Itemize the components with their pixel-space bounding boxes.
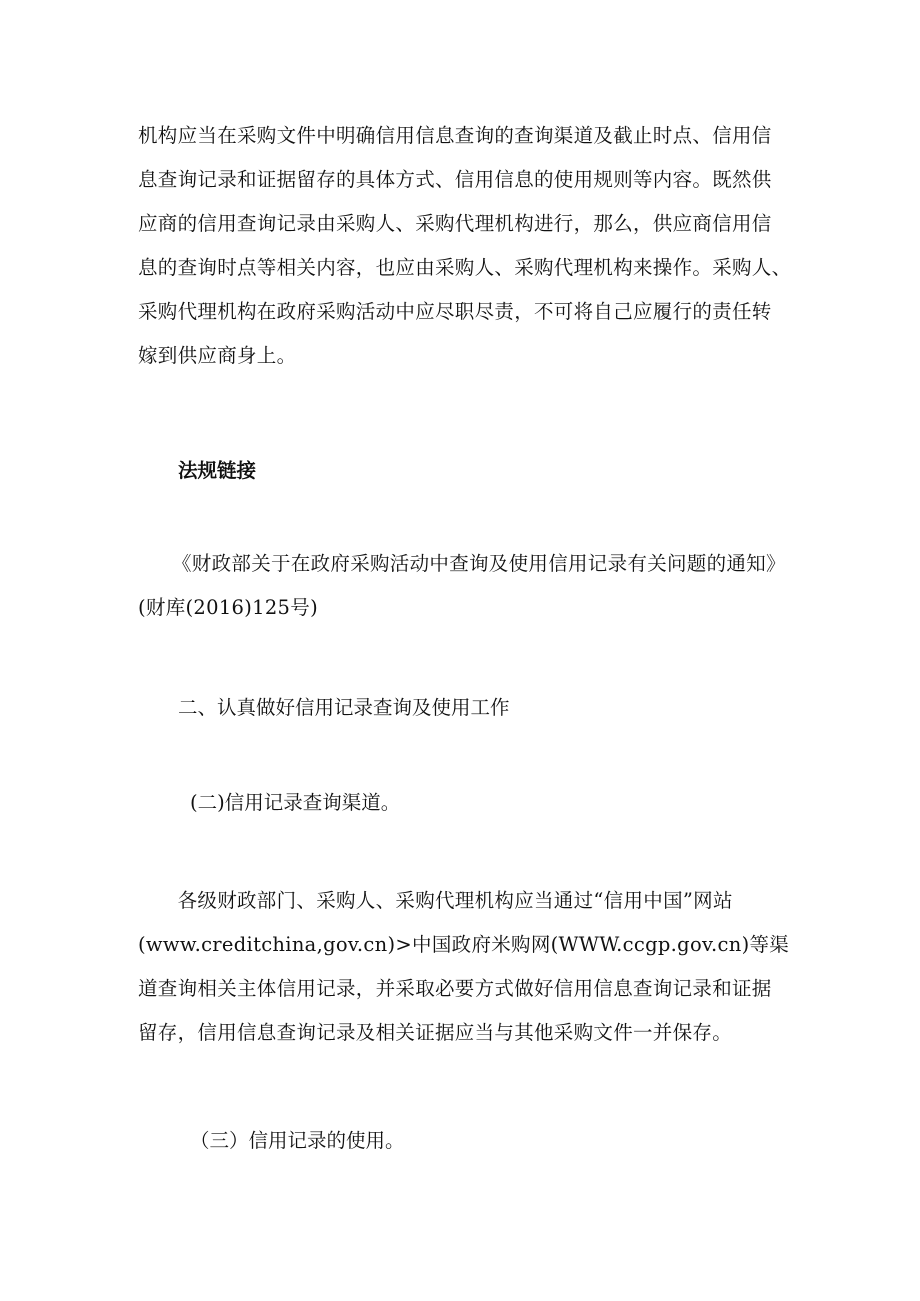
body-paragraph-query-channel <box>138 879 798 1055</box>
paragraph-line: 留存，信用信息查询记录及相关证据应当与其他采购文件一并保存。 <box>138 1021 733 1044</box>
citation-line: (财库(2016)125号) <box>138 596 318 619</box>
paragraph-line: 嫁到供应商身上。 <box>138 344 297 367</box>
subsection-title-record-use: （三）信用记录的使用。 <box>190 1129 405 1152</box>
paragraph-line: 采购代理机构在政府采购活动中应尽职尽责，不可将自己应履行的责任转 <box>138 300 772 323</box>
paragraph-line: 道查询相关主体信用记录，并采取必要方式做好信用信息查询记录和证据 <box>138 977 772 1000</box>
paragraph-line: (www.creditchina,gov.cn)>中国政府米购网(WWW.ccgp.gov.cn)等渠 <box>138 933 790 956</box>
paragraph-line: 息的查询时点等相关内容，也应由采购人、采购代理机构来操作。采购人、 <box>138 256 792 279</box>
section-heading-regulation-link: 法规链接 <box>178 459 257 482</box>
paragraph-line: 应商的信用查询记录由采购人、采购代理机构进行，那么，供应商信用信 <box>138 212 772 235</box>
paragraph-line: 各级财政部门、采购人、采购代理机构应当通过“信用中国”网站 <box>138 889 733 912</box>
body-paragraph-credit-query <box>138 114 798 378</box>
paragraph-line: 机构应当在采购文件中明确信用信息查询的查询渠道及截止时点、信用信 <box>138 124 772 147</box>
citation-line: 《财政部关于在政府采购活动中查询及使用信用记录有关问题的通知》 <box>172 552 786 575</box>
subsection-title-query-channel: (二)信用记录查询渠道。 <box>190 791 401 814</box>
section-title: 二、认真做好信用记录查询及使用工作 <box>178 696 510 719</box>
paragraph-line: 息查询记录和证据留存的具体方式、信用信息的使用规则等内容。既然供 <box>138 168 772 191</box>
regulation-citation <box>138 542 798 630</box>
